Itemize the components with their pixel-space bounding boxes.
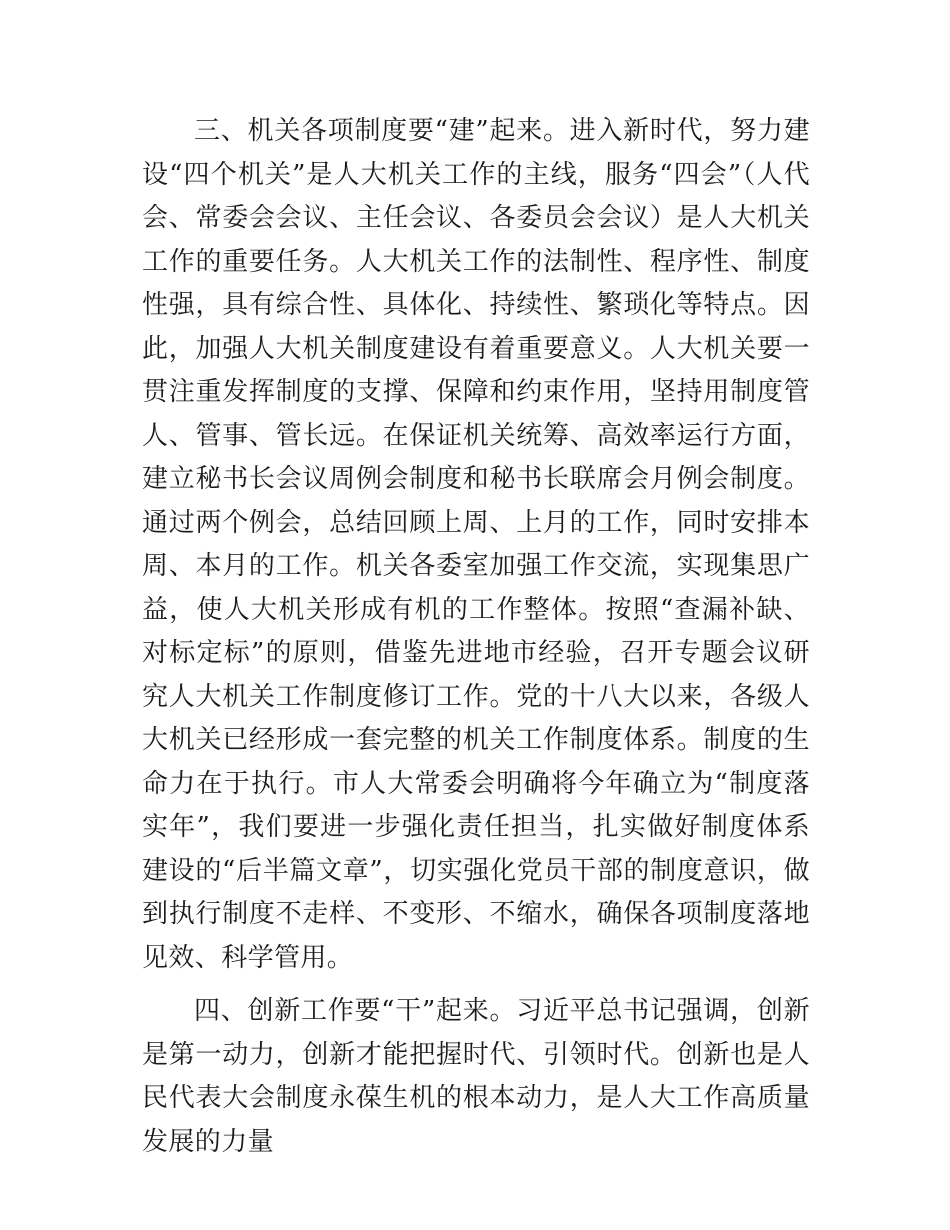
paragraph-institutional-systems: 三、机关各项制度要“建”起来。进入新时代，努力建设“四个机关”是人大机关工作的主线，服务“四会”（人代会、常委会会议、主任会议、各委员会会议）是人大机关工作的重要任务。人大机关工作的法制性、程序性、制度性强，具有综合性、具体化、持续性、繁琐化等特点。因此，加强人大机关制度建设有着重要意义。人大机关要一贯注重发挥制度的支撑、保障和约束作用，坚持用制度管人、管事、管长远。在保证机关统筹、高效率运行方面，建立秘书长会议周例会制度和秘书长联席会月例会制度。通过两个例会，总结回顾上周、上月的工作，同时安排本周、本月的工作。机关各委室加强工作交流，实现集思广益，使人大机关形成有机的工作整体。按照“查漏补缺、对标定标”的原则，借鉴先进地市经验，召开专题会议研究人大机关工作制度修订工作。党的十八大以来，各级人大机关已经形成一套完整的机关工作制度体系。制度的生命力在于执行。市人大常委会明确将今年确立为“制度落实年”，我们要进一步强化责任担当，扎实做好制度体系建设的“后半篇文章”，切实强化党员干部的制度意识，做到执行制度不走样、不变形、不缩水，确保各项制度落地见效、科学管用。 xyxy=(142,116,810,973)
document-body xyxy=(142,110,810,1164)
paragraph-innovation-work: 四、创新工作要“干”起来。习近平总书记强调，创新是第一动力，创新才能把握时代、引领时代。创新也是人民代表大会制度永葆生机的根本动力，是人大工作高质量发展的力量 xyxy=(142,996,810,1157)
